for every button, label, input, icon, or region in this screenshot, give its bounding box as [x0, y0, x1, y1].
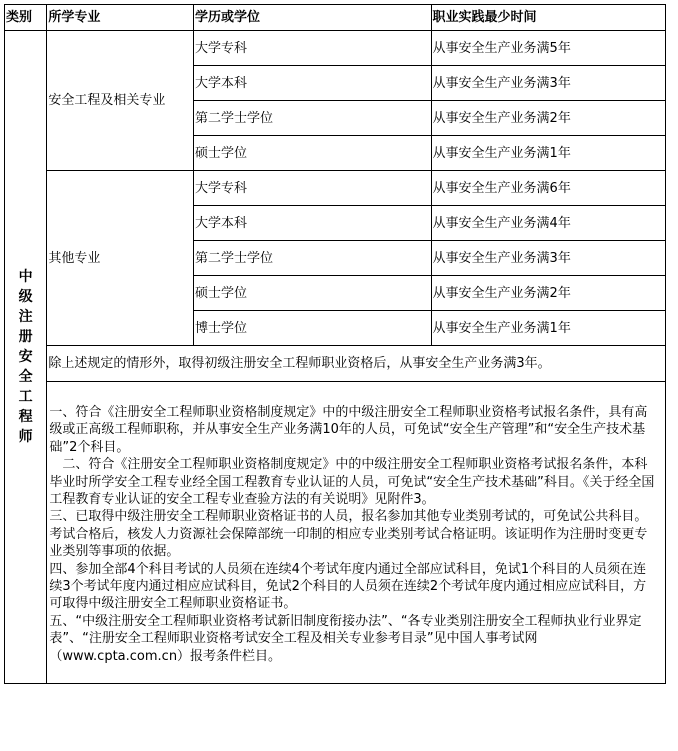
time-cell: 从事安全生产业务满6年 — [431, 171, 665, 206]
time-cell: 从事安全生产业务满2年 — [431, 101, 665, 136]
notes-row — [5, 382, 666, 684]
header-min-time: 职业实践最少时间 — [431, 5, 665, 31]
major-cell: 安全工程及相关专业 — [47, 31, 194, 171]
notes-cell — [47, 382, 666, 684]
table-row — [5, 171, 666, 206]
time-cell: 从事安全生产业务满5年 — [431, 31, 665, 66]
note-paragraph-2: 二、符合《注册安全工程师职业资格制度规定》中的中级注册安全工程师职业资格考试报名条件，本科毕业时所学安全工程专业经全国工程教育专业认证的人员，可免试“安全生产技术基础”科目。《关于经全国工程教育专业认证的安全工程专业查验方法的有关说明》见附件3。 — [49, 457, 655, 508]
header-row — [5, 5, 666, 31]
note-paragraph-5: 五、“中级注册安全工程师职业资格考试新旧制度衔接办法”、“各专业类别注册安全工程师执业行业界定表”、“注册安全工程师职业资格考试安全工程及相关专业参考目录”见中国人事考试网（www.cpta.com.cn）报考条件栏目。 — [49, 613, 642, 664]
degree-cell: 第二学士学位 — [194, 241, 432, 276]
degree-cell: 大学专科 — [194, 31, 432, 66]
time-cell: 从事安全生产业务满1年 — [431, 136, 665, 171]
time-cell: 从事安全生产业务满3年 — [431, 66, 665, 101]
degree-cell: 大学专科 — [194, 171, 432, 206]
time-cell: 从事安全生产业务满4年 — [431, 206, 665, 241]
note-paragraph-1: 一、符合《注册安全工程师职业资格制度规定》中的中级注册安全工程师职业资格考试报名条件，具有高级或正高级工程师职称，并从事安全生产业务满10年的人员，可免试“安全生产管理”和“安全生产技术基础”2个科目。 — [49, 405, 648, 455]
degree-cell: 博士学位 — [194, 311, 432, 346]
category-label: 中级注册安全工程师 — [18, 269, 33, 446]
header-degree: 学历或学位 — [194, 5, 432, 31]
degree-cell: 第二学士学位 — [194, 101, 432, 136]
note-row — [5, 346, 666, 382]
degree-cell: 大学本科 — [194, 206, 432, 241]
requirements-table — [4, 4, 666, 684]
note-cell: 除上述规定的情形外，取得初级注册安全工程师职业资格后，从事安全生产业务满3年。 — [47, 346, 666, 382]
category-cell — [5, 31, 47, 684]
header-major: 所学专业 — [47, 5, 194, 31]
time-cell: 从事安全生产业务满3年 — [431, 241, 665, 276]
note-paragraph-3: 三、已取得中级注册安全工程师职业资格证书的人员，报名参加其他专业类别考试的，可免试公共科目。考试合格后，核发人力资源社会保障部统一印制的相应专业类别考试合格证明。该证明作为注册时变更专业类别等事项的依据。 — [49, 509, 648, 560]
time-cell: 从事安全生产业务满1年 — [431, 311, 665, 346]
degree-cell: 硕士学位 — [194, 136, 432, 171]
table-row — [5, 31, 666, 66]
degree-cell: 大学本科 — [194, 66, 432, 101]
page-wrapper — [4, 4, 666, 684]
note-paragraph-4: 四、参加全部4个科目考试的人员须在连续4个考试年度内通过全部应试科目，免试1个科目的人员须在连续3个考试年度内通过相应应试科目，免试2个科目的人员须在连续2个考试年度内通过相应应试科目，方可取得中级注册安全工程师职业资格证书。 — [49, 561, 647, 612]
header-category: 类别 — [5, 5, 47, 31]
degree-cell: 硕士学位 — [194, 276, 432, 311]
time-cell: 从事安全生产业务满2年 — [431, 276, 665, 311]
major-cell: 其他专业 — [47, 171, 194, 346]
